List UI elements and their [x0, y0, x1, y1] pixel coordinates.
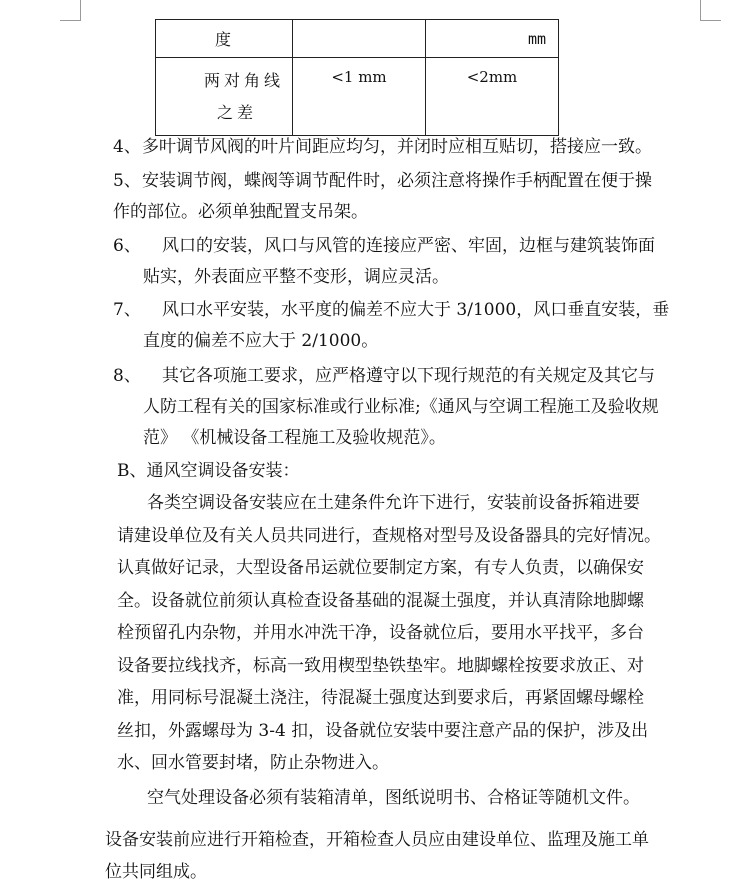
table-row	[156, 58, 559, 136]
paragraph-line: 丝扣，外露螺母为 3-4 扣，设备就位安装中要注意产品的保护，涉及出	[117, 721, 649, 741]
crop-mark-right	[700, 0, 721, 21]
paragraph-line: 设备安装前应进行开箱检查，开箱检查人员应由建设单位、监理及施工单	[105, 830, 649, 850]
paragraph-line: 栓预留孔内杂物，并用水冲洗干净，设备就位后，要用水平找平，多台	[117, 623, 644, 643]
section-heading: B、通风空调设备安装：	[117, 461, 300, 481]
paragraph-line: 设备要拉线找齐，标高一致用楔型垫铁垫牢。地脚螺栓按要求放正、对	[117, 656, 644, 676]
paragraph-line: 请建设单位及有关人员共同进行，查规格对型号及设备器具的完好情况。	[117, 526, 661, 546]
paragraph-line: 水、回水管要封堵，防止杂物进入。	[117, 753, 389, 773]
paragraph-line: 全。设备就位前须认真检查设备基础的混凝土强度，并认真清除地脚螺	[117, 591, 644, 611]
paragraph-line: 认真做好记录，大型设备吊运就位要制定方案，有专人负责，以确保安	[117, 558, 644, 578]
table-cell-value: <1 mm	[293, 58, 426, 136]
label-line: 两对角线	[203, 70, 284, 90]
list-number: 5、	[113, 171, 141, 191]
table-cell-value: <2mm	[426, 58, 559, 136]
list-item-text: 作的部位。必须单独配置支吊架。	[113, 202, 368, 222]
paragraph-line: 准，用同标号混凝土浇注，待混凝土强度达到要求后，再紧固螺母螺栓	[117, 688, 644, 708]
paragraph-line: 位共同组成。	[105, 862, 207, 882]
list-item-text: 风口水平安装，水平度的偏差不应大于 3/1000，风口垂直安装，垂	[162, 300, 670, 320]
list-item-text: 多叶调节风阀的叶片间距应均匀，并闭时应相互贴切，搭接应一致。	[142, 137, 652, 157]
list-item-text: 贴实，外表面应平整不变形，调应灵活。	[143, 267, 449, 287]
list-item-text: 范》 《机械设备工程施工及验收规范》。	[143, 428, 446, 448]
table-row	[156, 20, 559, 58]
paragraph-line: 空气处理设备必须有装箱清单，图纸说明书、合格证等随机文件。	[147, 788, 640, 808]
table-cell-label	[156, 58, 293, 136]
table-cell-label: 度	[156, 20, 293, 58]
list-number: 7、	[113, 300, 141, 320]
table-cell-unit: mm	[426, 20, 559, 58]
list-item-text: 风口的安装，风口与风管的连接应严密、牢固，边框与建筑装饰面	[162, 236, 655, 256]
list-number: 4、	[113, 137, 141, 157]
list-item-text: 人防工程有关的国家标准或行业标准;《通风与空调工程施工及验收规	[143, 397, 659, 417]
list-number: 6、	[113, 236, 141, 256]
list-item-text: 安装调节阀，蝶阀等调节配件时，必须注意将操作手柄配置在便于操	[142, 171, 652, 191]
label-line: 之差	[216, 102, 257, 122]
list-item-text: 直度的偏差不应大于 2/1000。	[143, 331, 379, 351]
tolerance-table	[155, 19, 559, 136]
list-item-text: 其它各项施工要求，应严格遵守以下现行规范的有关规定及其它与	[162, 366, 655, 386]
table-cell	[293, 20, 426, 58]
list-number: 8、	[113, 366, 141, 386]
paragraph-line: 各类空调设备安装应在土建条件允许下进行，安装前设备拆箱进要	[147, 493, 640, 513]
crop-mark-left	[60, 0, 81, 21]
